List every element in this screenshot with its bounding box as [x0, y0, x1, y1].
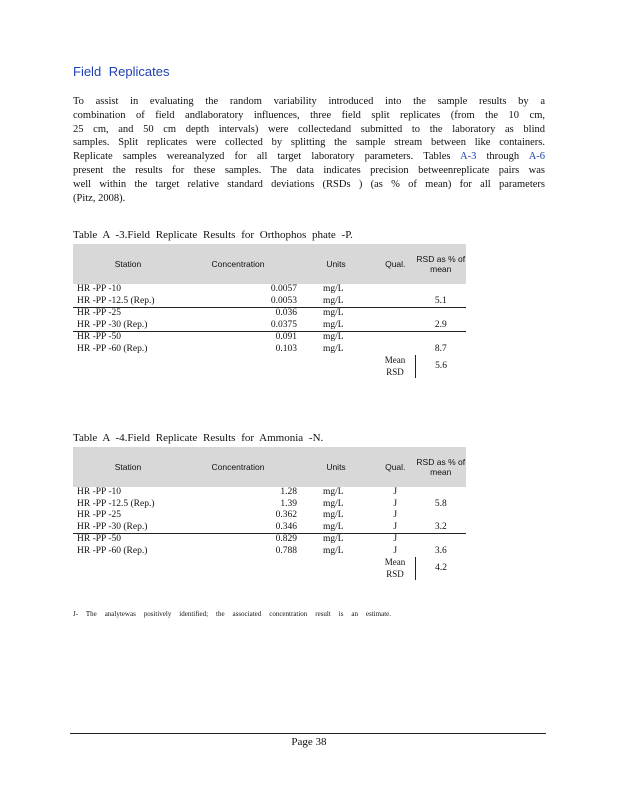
table-header-row [73, 447, 466, 487]
concentration-cell: 0.091 [275, 332, 297, 342]
station-cell: HR -PP -10 [77, 487, 121, 497]
units-cell: mg/L [323, 545, 344, 556]
units-cell: mg/L [323, 343, 344, 354]
rsd-cell: 5.8 [434, 498, 447, 509]
empty-cell [73, 557, 179, 580]
table-row [73, 284, 466, 296]
station-cell: HR -PP -50 [77, 332, 121, 342]
empty-cell [179, 557, 297, 580]
qual-cell: J [393, 510, 398, 520]
rsd-cell: 8.7 [434, 343, 447, 354]
table-row [73, 344, 466, 356]
rsd-cell: 2.9 [416, 320, 467, 332]
rsd-cell [416, 284, 467, 296]
concentration-cell: 0.036 [275, 308, 297, 318]
station-cell: HR -PP -60 (Rep.) [77, 545, 148, 556]
header-qual: Qual. [375, 244, 416, 284]
rsd-cell [416, 332, 467, 344]
page-number: Page 38 [291, 736, 327, 748]
table-row [73, 487, 466, 499]
station-cell: HR -PP -60 (Rep.) [77, 343, 148, 354]
section-heading: Field Replicates [73, 64, 170, 79]
qual-cell: J [393, 498, 398, 509]
concentration-cell: 1.39 [280, 498, 297, 509]
units-cell: mg/L [323, 332, 344, 342]
table-row [73, 499, 466, 511]
units-cell: mg/L [323, 487, 344, 497]
mean-row [73, 355, 466, 378]
rsd-cell [416, 510, 467, 522]
empty-cell [179, 355, 297, 378]
station-cell: HR -PP -30 (Rep.) [73, 320, 179, 332]
header-station: Station [73, 447, 179, 487]
units-cell: mg/L [323, 284, 344, 294]
header-rsd: RSD as % of mean [416, 244, 467, 284]
table-footnote: J- The analytewas positively identified; the associated concentration result is an estimate. [73, 610, 391, 618]
table-header-row [73, 244, 466, 284]
units-cell: mg/L [297, 522, 375, 534]
qual-cell: J [393, 487, 398, 497]
rsd-cell: 3.2 [416, 522, 467, 534]
station-cell: HR -PP -10 [77, 284, 121, 294]
paragraph-line-with-links [73, 150, 545, 164]
table-a6-link[interactable]: A-6 [528, 151, 546, 163]
qual-cell [375, 296, 416, 308]
qual-cell [375, 344, 416, 356]
station-cell: HR -PP -30 (Rep.) [73, 522, 179, 534]
rsd-cell [416, 308, 467, 320]
paragraph-line: samples. Split replicates were collected by splitting the sample stream between like containers. [73, 137, 545, 149]
paragraph-line: present the results for these samples. The data indicates precision betweenreplicate pairs was [73, 164, 545, 176]
header-concentration: Concentration [179, 244, 297, 284]
units-cell: mg/L [297, 296, 375, 308]
paragraph-line: (Pitz, 2008). [73, 192, 126, 204]
station-cell: HR -PP -50 [77, 534, 121, 544]
mean-rsd-value: 5.6 [435, 360, 447, 371]
table-a4-caption: Table A -4.Field Replicate Results for Ammonia -N. [73, 432, 324, 444]
units-cell: mg/L [323, 534, 344, 544]
units-cell: mg/L [323, 498, 344, 509]
qual-cell: J [393, 545, 398, 556]
concentration-cell: 0.362 [275, 510, 297, 520]
header-qual: Qual. [375, 447, 416, 487]
table-row [73, 534, 466, 546]
rsd-cell: 5.1 [416, 296, 467, 308]
paragraph-line: well within the target relative standard deviations (RSDs ) (as % of mean) for all parameters [73, 178, 545, 190]
rsd-cell [416, 487, 467, 499]
header-station: Station [73, 244, 179, 284]
empty-cell [73, 355, 179, 378]
empty-cell [297, 355, 375, 378]
qual-cell [375, 308, 416, 320]
qual-cell [375, 284, 416, 296]
intro-paragraph [73, 95, 545, 205]
paragraph-text: Replicate samples wereanalyzed for all target laboratory parameters. Tables [73, 151, 451, 163]
through-text: through [486, 151, 520, 163]
table-row [73, 320, 466, 332]
table-row [73, 546, 466, 558]
table-a3-link[interactable]: A-3 [460, 151, 477, 163]
footer-rule [70, 733, 546, 734]
station-cell: HR -PP -12.5 (Rep.) [77, 498, 155, 509]
paragraph-line: 25 cm, and 50 cm depth intervals) were collectedand submitted to the laboratory as blind [73, 123, 545, 135]
table-row [73, 332, 466, 344]
header-concentration: Concentration [179, 447, 297, 487]
concentration-cell: 0.788 [275, 545, 297, 556]
rsd-cell: 3.6 [434, 545, 447, 556]
concentration-cell: 0.0375 [179, 320, 297, 332]
qual-cell [375, 320, 416, 332]
qual-cell: J [393, 534, 398, 544]
empty-cell [297, 557, 375, 580]
table-row [73, 296, 466, 308]
rsd-cell [416, 534, 467, 546]
concentration-cell: 0.103 [275, 343, 297, 354]
units-cell: mg/L [297, 320, 375, 332]
units-cell: mg/L [323, 308, 344, 318]
mean-row [73, 557, 466, 580]
qual-cell: J [375, 522, 416, 534]
table-row [73, 308, 466, 320]
mean-rsd-label: Mean RSD [375, 355, 416, 378]
units-cell: mg/L [323, 510, 344, 520]
concentration-cell: 0.0057 [270, 284, 297, 294]
qual-cell [375, 332, 416, 344]
table-row [73, 510, 466, 522]
concentration-cell: 0.829 [275, 534, 297, 544]
concentration-cell: 0.346 [179, 522, 297, 534]
station-cell: HR -PP -12.5 (Rep.) [73, 296, 179, 308]
mean-rsd-value: 4.2 [435, 562, 447, 573]
station-cell: HR -PP -25 [77, 308, 121, 318]
paragraph-line: combination of field andlaboratory influences, three field split replicates (from the 10 cm, [73, 109, 545, 121]
header-rsd: RSD as % of mean [416, 447, 467, 487]
paragraph-line: To assist in evaluating the random variability introduced into the sample results by a [73, 96, 545, 107]
table-a3 [73, 244, 466, 378]
table-row [73, 522, 466, 534]
concentration-cell: 0.0053 [179, 296, 297, 308]
header-units: Units [297, 447, 375, 487]
table-a4 [73, 447, 466, 580]
station-cell: HR -PP -25 [77, 510, 121, 520]
header-units: Units [297, 244, 375, 284]
concentration-cell: 1.28 [280, 487, 297, 497]
table-a3-caption: Table A -3.Field Replicate Results for Orthophos phate -P. [73, 229, 353, 241]
mean-rsd-label: Mean RSD [375, 557, 416, 580]
